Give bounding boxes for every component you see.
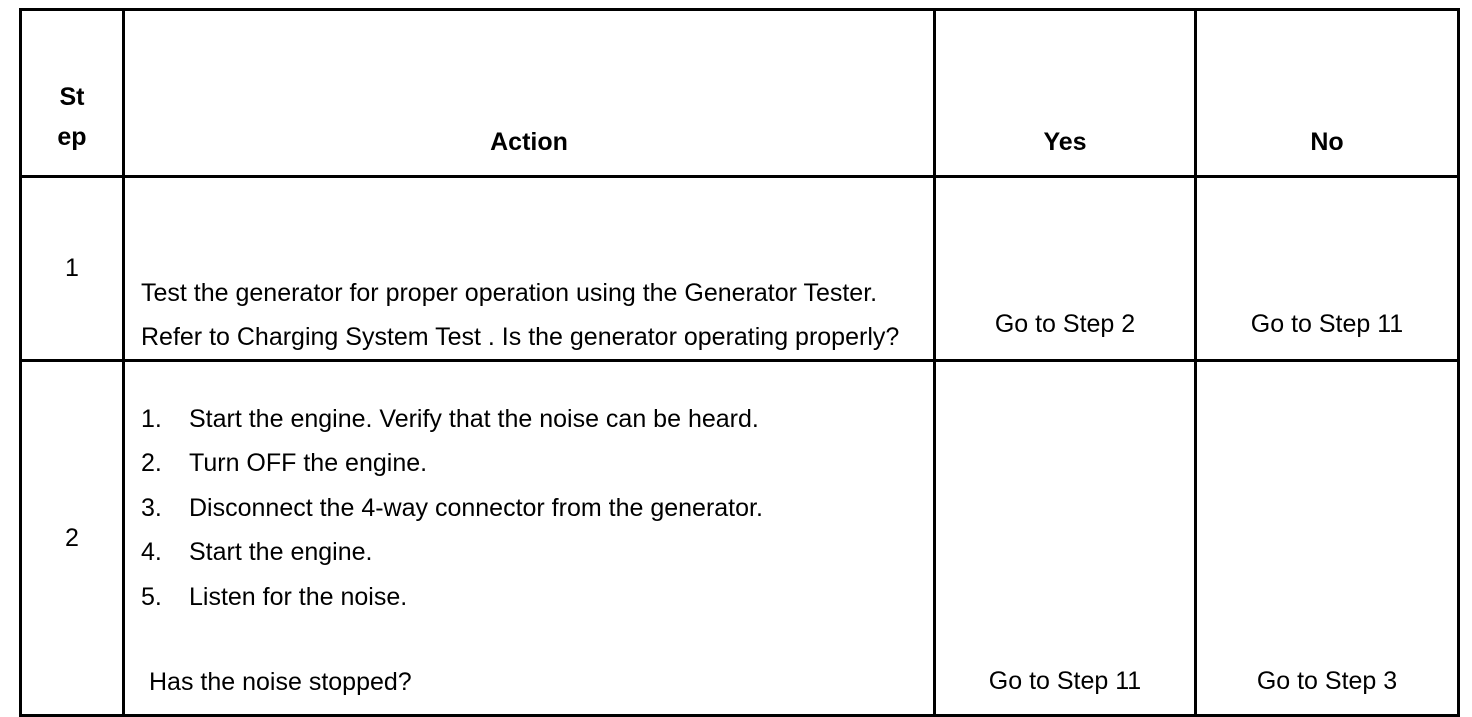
yes-result: Go to Step 11: [935, 361, 1196, 716]
header-yes: Yes: [935, 10, 1196, 177]
action-text: Test the generator for proper operation using the Generator Tester. Refer to Charging System Test . Is the generator operating properly?: [124, 177, 935, 361]
list-item: [141, 486, 923, 531]
sub-step-number: 5.: [141, 582, 162, 611]
sub-step-number: 2.: [141, 449, 162, 477]
question-text: Has the noise stopped?: [149, 668, 412, 696]
diagnostic-table: [19, 8, 1460, 717]
sub-step-text: Turn OFF the engine.: [189, 449, 428, 477]
sub-step-number: 4.: [141, 538, 162, 566]
sub-step-list: [141, 397, 923, 620]
table-row-step-1: [21, 177, 1459, 361]
list-item: [141, 441, 923, 486]
yes-result: Go to Step 2: [935, 177, 1196, 361]
header-row: [21, 10, 1459, 177]
table-row-step-2: [21, 361, 1459, 716]
no-result: Go to Step 3: [1196, 361, 1459, 716]
sub-step-text: Start the engine.: [189, 538, 373, 566]
header-step: [21, 10, 124, 177]
header-no: No: [1196, 10, 1459, 177]
header-step-line1: St: [59, 83, 85, 111]
sub-step-text: Disconnect the 4-way connector from the generator.: [189, 493, 763, 522]
sub-step-number: 3.: [141, 493, 162, 522]
header-action: Action: [124, 10, 935, 177]
no-result: Go to Step 11: [1196, 177, 1459, 361]
step-number: 1: [21, 177, 124, 361]
list-item: [141, 575, 923, 620]
list-item: [141, 530, 923, 575]
sub-step-text: Listen for the noise.: [189, 582, 408, 611]
action-cell: [124, 361, 935, 716]
list-item: [141, 397, 923, 442]
sub-step-number: 1.: [141, 404, 162, 433]
step-number: 2: [21, 361, 124, 716]
header-step-line2: ep: [57, 123, 87, 151]
sub-step-text: Start the engine. Verify that the noise can be heard.: [189, 404, 759, 433]
